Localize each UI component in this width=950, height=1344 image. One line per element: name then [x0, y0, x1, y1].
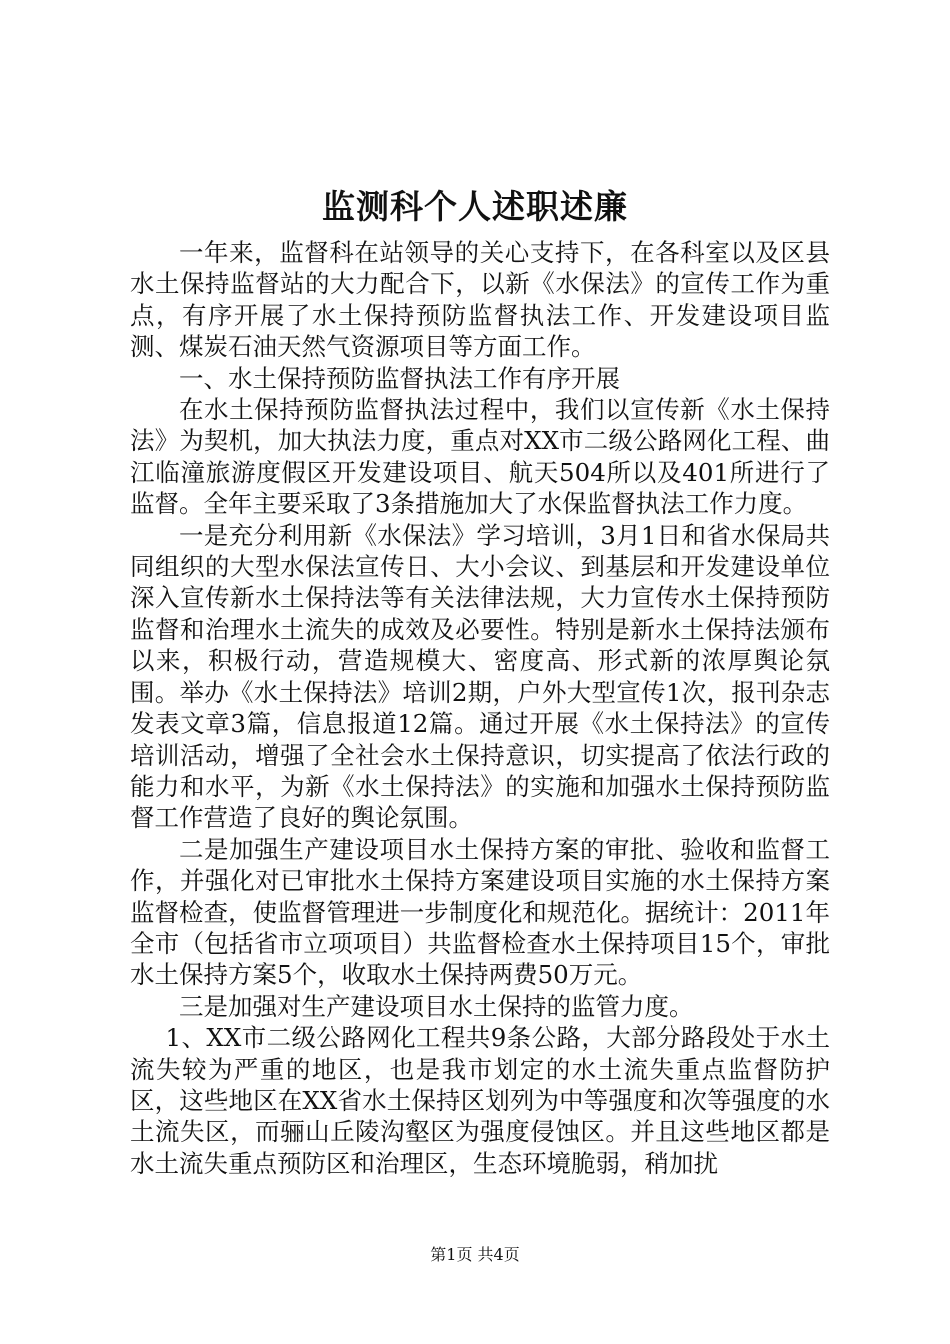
section-heading-1: 一、水土保持预防监督执法工作有序开展: [179, 363, 620, 393]
page-footer: 第1页 共4页: [430, 1245, 520, 1264]
paragraph-measure-3: 三是加强对生产建设项目水土保持的监管力度。: [179, 991, 694, 1021]
paragraph-supervision: 在水土保持预防监督执法过程中，我们以宣传新《水土保持法》为契机，加大执法力度，重点对XX市二级公路网化工程、曲江临潼旅游度假区开发建设项目、航天504所以及401所进行了监督。全年主要采取了3条措施加大了水保监督执法工作力度。: [130, 395, 830, 519]
document-body: [130, 237, 830, 1179]
paragraph-item-1: 1、XX市二级公路网化工程共9条公路，大部分路段处于水土流失较为严重的地区，也是我市划定的水土流失重点监督防护区，这些地区在XX省水土保持区划列为中等强度和次等强度的水土流失区，而骊山丘陵沟壑区为强度侵蚀区。并且这些地区都是水土流失重点预防区和治理区，生态环境脆弱，稍加扰: [130, 1023, 830, 1178]
paragraph-intro: 一年来，监督科在站领导的关心支持下，在各科室以及区县水土保持监督站的大力配合下，以新《水保法》的宣传工作为重点，有序开展了水土保持预防监督执法工作、开发建设项目监测、煤炭石油天然气资源项目等方面工作。: [130, 238, 830, 362]
paragraph-measure-2: 二是加强生产建设项目水土保持方案的审批、验收和监督工作，并强化对已审批水土保持方案建设项目实施的水土保持方案监督检查，使监督管理进一步制度化和规范化。据统计：2011年全市（包括省市立项项目）共监督检查水土保持项目15个，审批水土保持方案5个，收取水土保持两费50万元。: [130, 834, 830, 990]
paragraph-measure-1: 一是充分利用新《水保法》学习培训，3月1日和省水保局共同组织的大型水保法宣传日、大小会议、到基层和开发建设单位深入宣传新水土保持法等有关法律法规，大力宣传水土保持预防监督和治理水土流失的成效及必要性。特别是新水土保持法颁布以来，积极行动，营造规模大、密度高、形式新的浓厚舆论氛围。举办《水土保持法》培训2期，户外大型宣传1次，报刊杂志发表文章3篇，信息报道12篇。通过开展《水土保持法》的宣传培训活动，增强了全社会水土保持意识，切实提高了依法行政的能力和水平，为新《水土保持法》的实施和加强水土保持预防监督工作营造了良好的舆论氛围。: [130, 520, 830, 833]
page-title: 监测科个人述职述廉: [322, 187, 628, 226]
